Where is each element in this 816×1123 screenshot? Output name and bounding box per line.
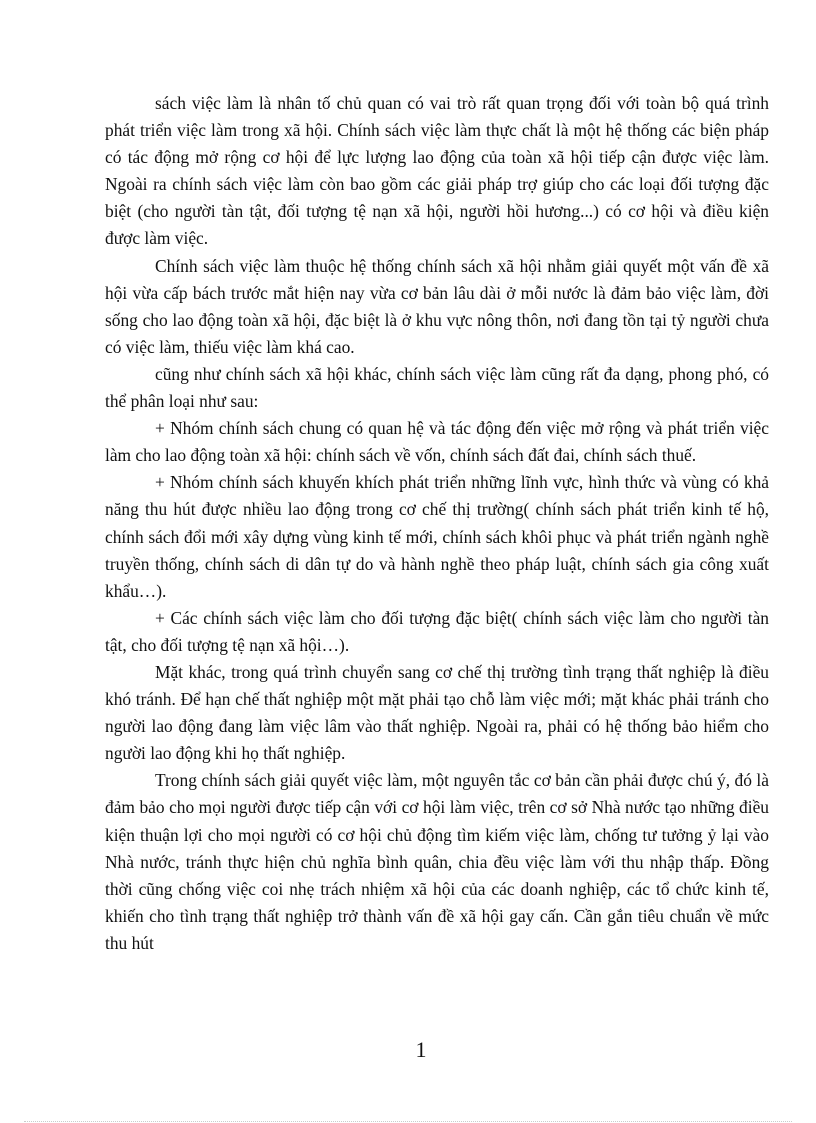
paragraph-4: + Nhóm chính sách chung có quan hệ và tác động đến việc mở rộng và phát triển việc làm cho lao động toàn xã hội: chính sách về vốn, chính sách đất đai, chính sách thuế.	[105, 418, 769, 466]
paragraph-8: Trong chính sách giải quyết việc làm, một nguyên tắc cơ bản cần phải được chú ý, đó là đảm bảo cho mọi người được tiếp cận với cơ hội làm việc, trên cơ sở Nhà nước tạo những điều kiện thuận lợi cho mọi người có cơ hội chủ động tìm kiếm việc làm, chống tư tưởng ỷ lại vào Nhà nước, tránh thực hiện chủ nghĩa bình quân, chia đều việc làm với thu nhập thấp. Đồng thời cũng chống việc coi nhẹ trách nhiệm xã hội của các doanh nghiệp, các tổ chức kinh tế, khiến cho tình trạng thất nghiệp trở thành vấn đề xã hội gay cấn. Cần gắn tiêu chuẩn về mức thu hút	[105, 770, 769, 953]
body-text	[105, 90, 769, 957]
paragraph-7: Mặt khác, trong quá trình chuyển sang cơ chế thị trường tình trạng thất nghiệp là điều khó tránh. Để hạn chế thất nghiệp một mặt phải tạo chỗ làm việc mới; mặt khác phải tránh cho người lao động đang làm việc lâm vào thất nghiệp. Ngoài ra, phải có hệ thống bảo hiểm cho người lao động khi họ thất nghiệp.	[105, 661, 769, 764]
page-bottom-divider	[24, 1121, 792, 1122]
paragraph-5: + Nhóm chính sách khuyến khích phát triển những lĩnh vực, hình thức và vùng có khả năng thu hút được nhiều lao động trong cơ chế thị trường( chính sách phát triển kinh tế hộ, chính sách đổi mới xây dựng vùng kinh tế mới, chính sách khôi phục và phát triển ngành nghề truyền thống, chính sách di dân tự do và hành nghề theo pháp luật, chính sách gia công xuất khẩu…).	[105, 472, 769, 601]
paragraph-6: + Các chính sách việc làm cho đối tượng đặc biệt( chính sách việc làm cho người tàn tật, cho đối tượng tệ nạn xã hội…).	[105, 607, 769, 655]
page-number: 1	[415, 1037, 427, 1062]
paragraph-3: cũng như chính sách xã hội khác, chính sách việc làm cũng rất đa dạng, phong phó, có thể phân loại như sau:	[105, 363, 769, 412]
paragraph-2: Chính sách việc làm thuộc hệ thống chính sách xã hội nhằm giải quyết một vấn đề xã hội vừa cấp bách trước mắt hiện nay vừa cơ bản lâu dài ở mỗi nước là đảm bảo việc làm, đời sống cho lao động toàn xã hội, đặc biệt là ở khu vực nông thôn, nơi đang tồn tại tỷ người chưa có việc làm, thiếu việc làm khá cao.	[105, 255, 769, 357]
paragraph-1: sách việc làm là nhân tố chủ quan có vai trò rất quan trọng đối với toàn bộ quá trình phát triển việc làm trong xã hội. Chính sách việc làm thực chất là một hệ thống các biện pháp có tác động mở rộng cơ hội để lực lượng lao động của toàn xã hội tiếp cận được việc làm. Ngoài ra chính sách việc làm còn bao gồm các giải pháp trợ giúp cho các loại đối tượng đặc biệt (cho người tàn tật, đối tượng tệ nạn xã hội, người hồi hương...) có cơ hội và điều kiện được làm việc.	[105, 93, 769, 249]
